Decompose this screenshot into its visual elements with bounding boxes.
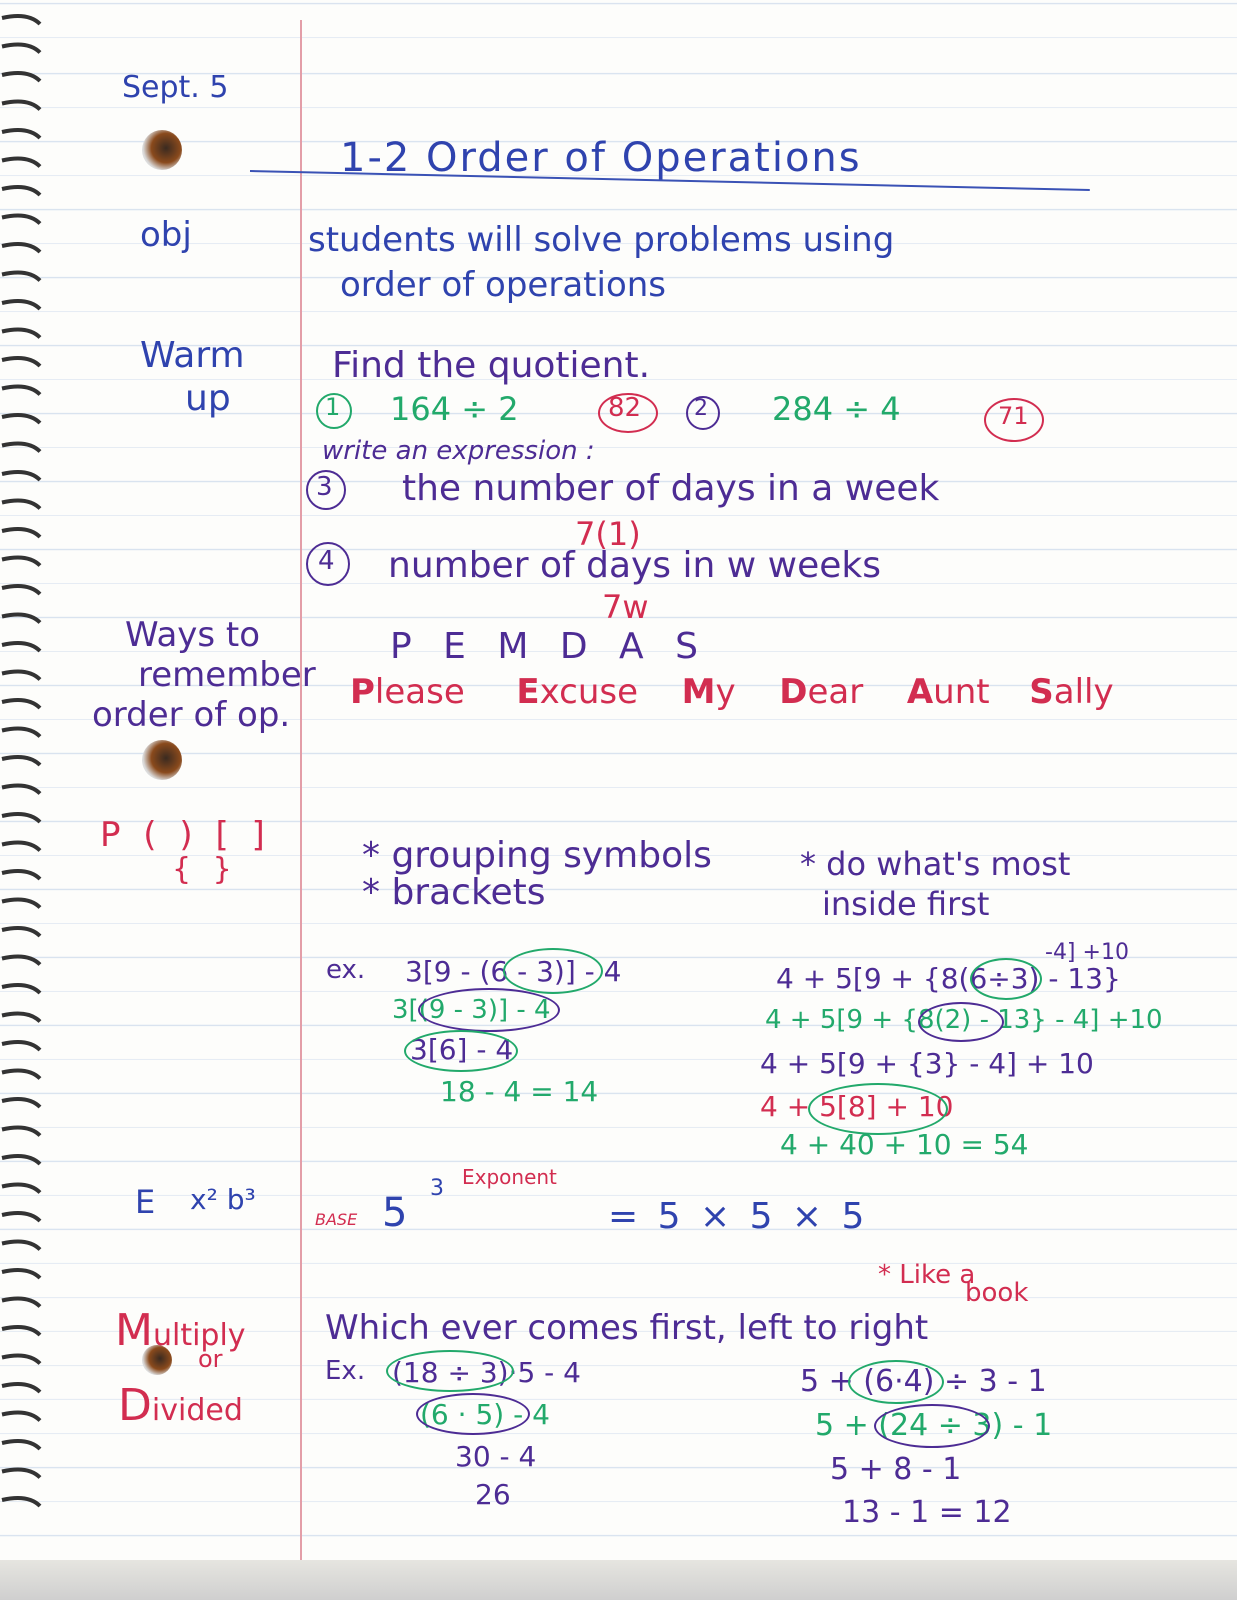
coil-loop <box>2 843 40 851</box>
coil-loop <box>2 1327 40 1335</box>
coil-loop <box>2 159 40 167</box>
mnemonic-word-sally: ally <box>1053 672 1114 712</box>
coil-loop <box>2 1071 40 1079</box>
warmup-instruction: Find the quotient. <box>332 345 651 386</box>
multiply-word: ultiply <box>152 1318 246 1353</box>
coil-loop <box>2 1185 40 1193</box>
coil-loop <box>2 387 40 395</box>
coil-loop <box>2 1270 40 1278</box>
example-2-step-3: 4 + 5[9 + {3} - 4] + 10 <box>760 1047 1094 1080</box>
punch-hole-top <box>142 130 182 170</box>
coil-loop <box>2 558 40 566</box>
coil-loop <box>2 1384 40 1392</box>
objective-line-2: order of operations <box>340 265 667 305</box>
coil-loop <box>2 900 40 908</box>
coil-loop <box>2 1441 40 1449</box>
coil-loop <box>2 871 40 879</box>
coil-loop <box>2 615 40 623</box>
margin-line <box>300 20 302 1580</box>
coil-loop <box>2 1213 40 1221</box>
coil-loop <box>2 786 40 794</box>
grouping-symbols-line-2: { } <box>172 852 238 887</box>
coil-loop <box>2 501 40 509</box>
inside-first-tip-1: * do what's most <box>800 845 1071 883</box>
book-note: book <box>965 1278 1029 1308</box>
coil-loop <box>2 1356 40 1364</box>
exponent-value: 3 <box>430 1176 444 1201</box>
base-label: BASE <box>315 1210 358 1229</box>
coil-loop <box>2 700 40 708</box>
page-bottom-edge <box>0 1560 1237 1600</box>
example-2-step-1: 4 + 5[9 + {8(6÷3) - 13} <box>776 962 1121 995</box>
example-2-step-5: 4 + 40 + 10 = 54 <box>780 1128 1029 1161</box>
mnemonic-word-excuse: xcuse <box>539 672 639 712</box>
pemdas-label-3: order of op. <box>92 695 291 735</box>
mult-example-2-step-4: 13 - 1 = 12 <box>842 1495 1012 1530</box>
mult-example-1-step-2: (6 · 5) - 4 <box>420 1398 550 1431</box>
coil-loop <box>2 102 40 110</box>
objective-label: obj <box>140 215 192 255</box>
mult-example-2-step-1: 5 + (6·4) ÷ 3 - 1 <box>800 1364 1047 1399</box>
example-1-step-3: 3[6] - 4 <box>410 1033 514 1066</box>
example-1-step-1: 3[9 - (6 - 3)] - 4 <box>405 955 622 988</box>
example-1-label: ex. <box>326 955 366 985</box>
coil-loop <box>2 45 40 53</box>
coil-loop <box>2 1299 40 1307</box>
coil-loop <box>2 358 40 366</box>
mnemonic-letter-p: P <box>350 672 375 712</box>
example-2-inner-circle <box>970 958 1042 1000</box>
q1-expression: 164 ÷ 2 <box>390 390 519 428</box>
coil-loop <box>2 273 40 281</box>
coil-loop <box>2 472 40 480</box>
exponent-caption: Exponent <box>462 1165 557 1189</box>
example-2-suffix: -4] +10 <box>1045 940 1129 965</box>
exponent-label: E <box>135 1183 156 1221</box>
mnemonic-phrase <box>350 672 1114 712</box>
mnemonic-letter-e: E <box>516 672 540 712</box>
coil-loop <box>2 1156 40 1164</box>
coil-loop <box>2 957 40 965</box>
q4-text: number of days in w weeks <box>388 545 881 586</box>
warmup-label-2: up <box>185 378 231 419</box>
example-1-step-3-circle <box>404 1030 518 1072</box>
divided-letter-d: D <box>118 1380 152 1431</box>
coil-loop <box>2 1099 40 1107</box>
exponent-expansion: = 5 × 5 × 5 <box>608 1196 869 1237</box>
mnemonic-word-dear: ear <box>807 672 864 712</box>
multiply-label <box>115 1305 246 1356</box>
coil-loop <box>2 928 40 936</box>
example-1-inner-circle <box>503 948 603 994</box>
grouping-symbols-line-1: P ( ) [ ] <box>100 815 271 855</box>
q1-number: 1 <box>325 393 341 421</box>
coil-loop <box>2 244 40 252</box>
coil-loop <box>2 757 40 765</box>
coil-loop <box>2 1242 40 1250</box>
q3-answer: 7(1) <box>575 515 641 553</box>
divided-word: ivided <box>151 1393 243 1428</box>
mnemonic-word-aunt: unt <box>933 672 990 712</box>
example-1-step-2-circle <box>418 988 560 1032</box>
grouping-note-2: * brackets <box>362 872 546 913</box>
coil-loop <box>2 16 40 24</box>
multiply-example-label: Ex. <box>325 1356 366 1386</box>
q4-number: 4 <box>318 546 335 576</box>
example-2-step-2: 4 + 5[9 + {8(2) - 13} - 4] +10 <box>765 1005 1163 1035</box>
warmup-label-1: Warm <box>140 335 245 376</box>
or-label: or <box>198 1345 223 1373</box>
punch-hole-middle <box>142 740 182 780</box>
coil-loop <box>2 1128 40 1136</box>
q2-answer: 71 <box>998 402 1029 430</box>
coil-loop <box>2 415 40 423</box>
multiply-divide-rule: Which ever comes first, left to right <box>325 1308 929 1348</box>
q2-number: 2 <box>694 396 708 421</box>
coil-loop <box>2 330 40 338</box>
mult-example-2-circle <box>848 1360 944 1404</box>
coil-loop <box>2 643 40 651</box>
coil-loop <box>2 73 40 81</box>
mult-example-1-circle <box>386 1350 514 1392</box>
coil-loop <box>2 444 40 452</box>
example-1-step-4: 18 - 4 = 14 <box>440 1075 599 1108</box>
coil-loop <box>2 187 40 195</box>
q2-expression: 284 ÷ 4 <box>772 390 901 428</box>
mult-example-1-step-4: 26 <box>475 1478 511 1511</box>
mult-example-2-step-3: 5 + 8 - 1 <box>830 1452 962 1487</box>
grouping-note-1: * grouping symbols <box>362 835 712 876</box>
objective-line-1: students will solve problems using <box>308 220 895 260</box>
base-value: 5 <box>382 1190 408 1236</box>
mnemonic-letter-a: A <box>906 672 934 712</box>
example-2-step-2-circle <box>918 1002 1004 1042</box>
mnemonic-letter-m: M <box>681 672 716 712</box>
mult-example-2-step-2: 5 + (24 ÷ 3) - 1 <box>815 1408 1053 1443</box>
mult-example-2-step-2-circle <box>874 1404 990 1448</box>
mnemonic-letter-d: D <box>779 672 808 712</box>
coil-loop <box>2 1498 40 1506</box>
example-2-step-4: 4 + 5[8] + 10 <box>760 1090 954 1123</box>
coil-loop <box>2 1042 40 1050</box>
coil-loop <box>2 1413 40 1421</box>
mult-example-1-step-3: 30 - 4 <box>455 1440 537 1473</box>
example-1-step-2: 3[(9 - 3)] - 4 <box>392 995 551 1025</box>
q4-answer: 7w <box>602 588 649 626</box>
page-title: 1-2 Order of Operations <box>340 135 862 181</box>
multiply-letter-m: M <box>115 1305 153 1356</box>
coil-loop <box>2 1014 40 1022</box>
mnemonic-word-my: y <box>715 672 736 712</box>
exponent-examples: x² b³ <box>190 1183 256 1216</box>
coil-loop <box>2 814 40 822</box>
inside-first-tip-2: inside first <box>822 885 990 923</box>
coil-loop <box>2 1470 40 1478</box>
pemdas-label-2: remember <box>138 655 316 695</box>
mnemonic-letter-s: S <box>1029 672 1054 712</box>
coil-loop <box>2 216 40 224</box>
q3-number: 3 <box>316 472 333 502</box>
pemdas-acronym: P E M D A S <box>390 626 708 667</box>
mult-example-1-step-2-circle <box>416 1393 530 1435</box>
coil-loop <box>2 130 40 138</box>
mnemonic-word-please: lease <box>374 672 465 712</box>
write-expression-prompt: write an expression : <box>322 436 595 466</box>
spiral-binding <box>0 10 46 1530</box>
divided-label <box>118 1380 243 1431</box>
like-a-note: * Like a <box>878 1260 976 1290</box>
coil-loop <box>2 985 40 993</box>
q3-text: the number of days in a week <box>402 468 940 509</box>
coil-loop <box>2 729 40 737</box>
coil-loop <box>2 586 40 594</box>
pemdas-label-1: Ways to <box>125 615 261 655</box>
q1-answer: 82 <box>608 393 642 423</box>
coil-loop <box>2 301 40 309</box>
coil-loop <box>2 529 40 537</box>
date-label: Sept. 5 <box>122 70 229 105</box>
coil-loop <box>2 672 40 680</box>
mult-example-1-step-1: (18 ÷ 3)·5 - 4 <box>392 1356 581 1389</box>
